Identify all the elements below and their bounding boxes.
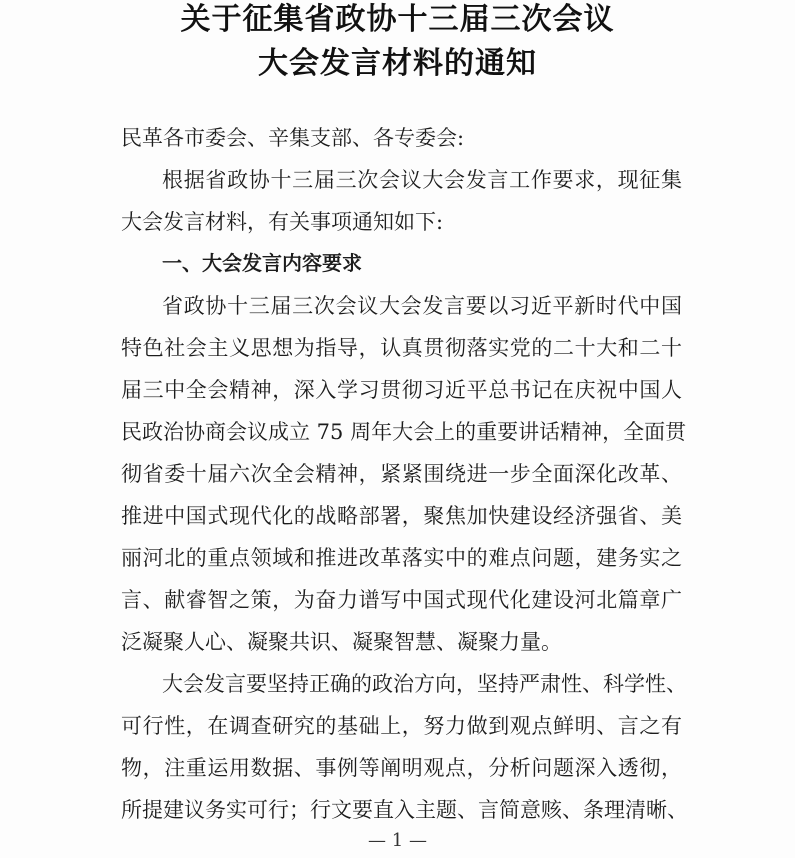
body-line: 届三中全会精神，深入学习贯彻习近平总书记在庆祝中国人: [121, 378, 682, 402]
body-line: 省政协十三届三次会议大会发言要以习近平新时代中国: [162, 294, 682, 318]
body-line: 可行性，在调查研究的基础上，努力做到观点鲜明、言之有: [121, 714, 682, 738]
body-line: 特色社会主义思想为指导，认真贯彻落实党的二十大和二十: [121, 336, 682, 360]
salutation: 民革各市委会、辛集支部、各专委会:: [121, 126, 465, 150]
body-line: 泛凝聚人心、凝聚共识、凝聚智慧、凝聚力量。: [121, 630, 562, 654]
body-line: 根据省政协十三届三次会议大会发言工作要求，现征集: [162, 168, 682, 192]
notice-title-line-2: 大会发言材料的通知: [258, 46, 537, 81]
body-line: 丽河北的重点领域和推进改革落实中的难点问题，建务实之: [121, 546, 682, 570]
section-heading: 一、大会发言内容要求: [162, 251, 362, 275]
body-line: 所提建议务实可行；行文要直入主题、言简意赅、条理清晰、: [121, 798, 688, 822]
body-line: 大会发言要坚持正确的政治方向，坚持严肃性、科学性、: [162, 672, 687, 696]
body-line: 大会发言材料，有关事项通知如下:: [121, 210, 444, 234]
body-line: 民政治协商会议成立 75 周年大会上的重要讲话精神，全面贯: [121, 420, 687, 444]
page-number: — 1 —: [368, 830, 427, 851]
body-line: 彻省委十届六次全会精神，紧紧围绕进一步全面深化改革、: [121, 462, 682, 486]
body-line: 推进中国式现代化的战略部署，聚焦加快建设经济强省、美: [121, 504, 682, 528]
body-line: 物，注重运用数据、事例等阐明观点，分析问题深入透彻，: [121, 756, 682, 780]
body-line: 言、献睿智之策，为奋力谱写中国式现代化建设河北篇章广: [121, 588, 682, 612]
notice-title-line-1: 关于征集省政协十三届三次会议: [180, 2, 615, 37]
